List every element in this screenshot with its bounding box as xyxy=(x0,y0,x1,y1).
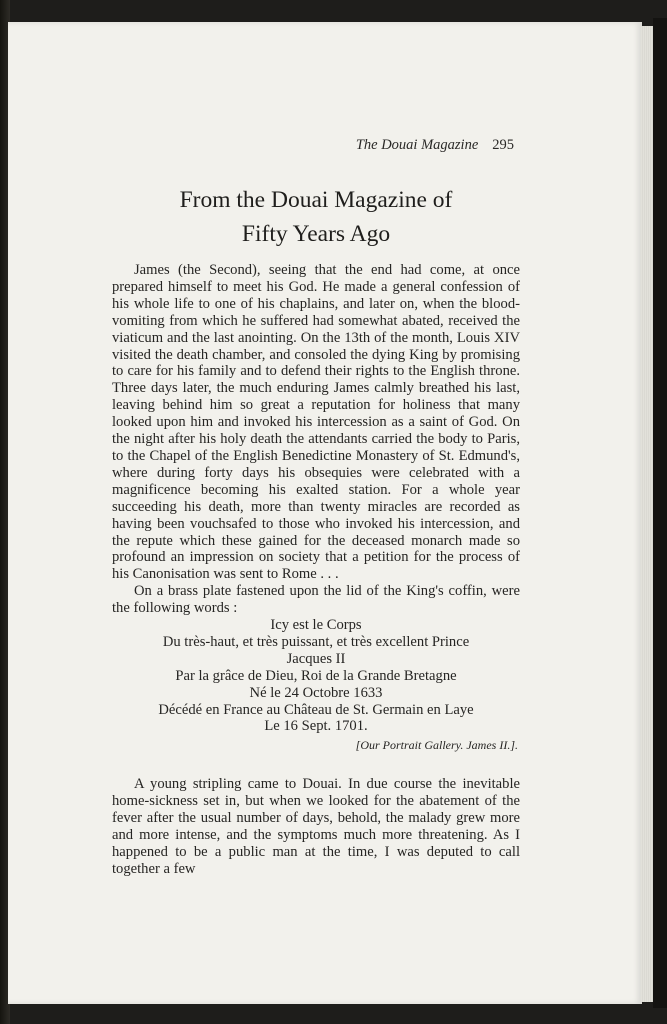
article-body xyxy=(112,262,520,878)
coffin-inscription xyxy=(112,617,520,735)
running-head xyxy=(356,137,514,154)
inscription-line: Du très-haut, et très puissant, et très excellent Prince xyxy=(162,633,470,650)
inscription-line: Né le 24 Octobre 1633 xyxy=(249,684,383,701)
paragraph-young-stripling: A young stripling came to Douai. In due course the inevitable home-sickness set in, but when we looked for the abatement of the fever after the usual number of days, behold, the malady grew more and more intense, and the symptoms much more threatening. As I happened to be a public man at the time, I was deputed to call together a few xyxy=(112,776,520,877)
page-number: 295 xyxy=(492,137,514,153)
inscription-line: Le 16 Sept. 1701. xyxy=(264,718,368,735)
article-title xyxy=(112,183,520,251)
source-citation: [Our Portrait Gallery. James II.]. xyxy=(355,738,518,753)
article-title-line-1: From the Douai Magazine of xyxy=(179,187,453,213)
article-title-line-2: Fifty Years Ago xyxy=(241,221,391,247)
running-head-title: The Douai Magazine xyxy=(355,137,479,153)
page-edges xyxy=(641,26,653,1002)
paragraph-brass-plate: On a brass plate fastened upon the lid of the King's coffin, were the following words : xyxy=(112,583,520,617)
inscription-line: Jacques II xyxy=(286,650,346,667)
book-cover-edge xyxy=(653,18,667,1008)
inscription-line: Décédé en France au Château de St. Germain en Laye xyxy=(158,701,474,718)
paragraph-james-death: James (the Second), seeing that the end had come, at once prepared himself to meet his God. He made a general confession of his whole life to one of his chaplains, and later on, when the blood-vomiting from which he suffered had somewhat abated, received the viaticum and the last anointing. On the 13th of the month, Louis XIV visited the death chamber, and consoled the dying King by promising to care for his family and to defend their rights to the English throne. Three days later, the much enduring James calmly breathed his last, leaving behind him so great a reputation for holiness that many looked upon him and invoked his intercession as a saint of God. On the night after his holy death the attendants carried the body to Paris, to the Chapel of the English Benedictine Monastery of St. Edmund's, where during forty days his obsequies were celebrated with a magnificence becoming his exalted station. For a whole year succeeding his death, more than twenty miracles are recorded as having been vouchsafed to those who invoked his intercession, and the repute which these gained for the deceased monarch made so profound an impression on society that a petition for the process of his Canonisation was sent to Rome . . . xyxy=(112,262,520,583)
inscription-line: Icy est le Corps xyxy=(270,617,362,634)
inscription-line: Par la grâce de Dieu, Roi de la Grande Bretagne xyxy=(175,667,457,684)
